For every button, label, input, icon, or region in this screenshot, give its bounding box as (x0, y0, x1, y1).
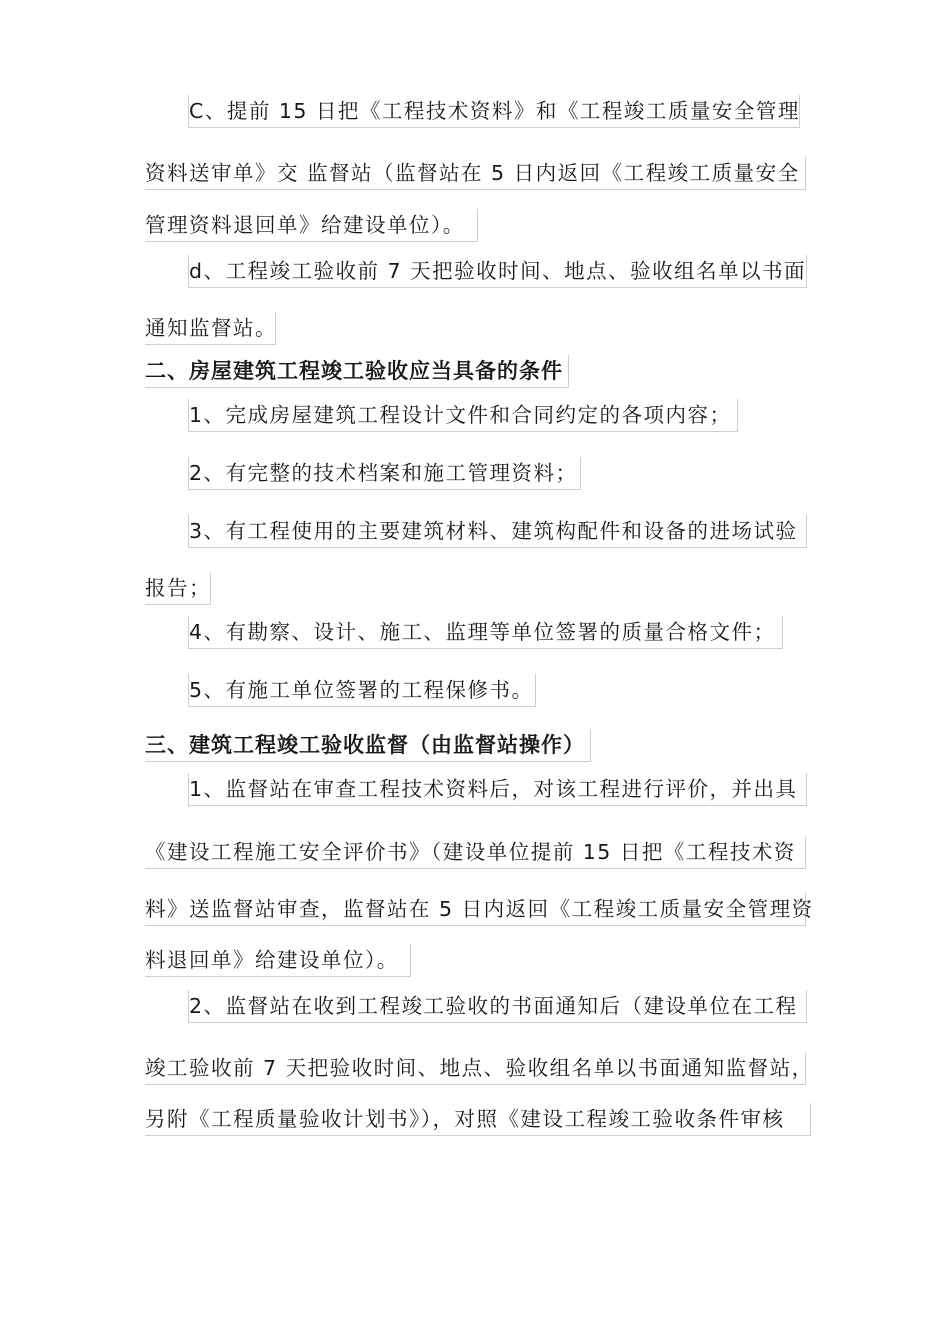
condition-item-5: 5、有施工单位签署的工程保修书。 (188, 674, 536, 707)
condition-item-3-line-1: 3、有工程使用的主要建筑材料、建筑构配件和设备的进场试验 (188, 515, 807, 548)
section-heading-2: 二、房屋建筑工程竣工验收应当具备的条件 (145, 355, 569, 388)
supervision-item-2-line-3: 另附《工程质量验收计划书》），对照《建设工程竣工验收条件审核 (145, 1103, 811, 1136)
paragraph-d-line-2: 通知监督站。 (145, 312, 276, 345)
supervision-item-1-line-2: 《建设工程施工安全评价书》（建设单位提前 15 日把《工程技术资 (145, 836, 806, 869)
condition-item-1: 1、完成房屋建筑工程设计文件和合同约定的各项内容； (188, 399, 738, 432)
supervision-item-1-line-4: 料退回单》给建设单位）。 (145, 944, 411, 977)
paragraph-c-line-1: C、提前 15 日把《工程技术资料》和《工程竣工质量安全管理 (188, 95, 800, 128)
paragraph-c-line-2: 资料送审单》交 监督站（监督站在 5 日内返回《工程竣工质量安全 (145, 157, 806, 190)
supervision-item-1-line-3: 料》送监督站审查，监督站在 5 日内返回《工程竣工质量安全管理资 (145, 893, 806, 926)
supervision-item-2-line-2: 竣工验收前 7 天把验收时间、地点、验收组名单以书面通知监督站， (145, 1052, 806, 1085)
paragraph-c-line-3: 管理资料退回单》给建设单位）。 (145, 209, 478, 242)
condition-item-2: 2、有完整的技术档案和施工管理资料； (188, 457, 581, 490)
supervision-item-2-line-1: 2、监督站在收到工程竣工验收的书面通知后（建设单位在工程 (188, 990, 807, 1023)
section-heading-3: 三、建筑工程竣工验收监督（由监督站操作） (145, 729, 591, 762)
supervision-item-1-line-1: 1、监督站在审查工程技术资料后，对该工程进行评价，并出具 (188, 773, 807, 806)
condition-item-3-line-2: 报告； (145, 572, 211, 605)
condition-item-4: 4、有勘察、设计、施工、监理等单位签署的质量合格文件； (188, 616, 783, 649)
paragraph-d-line-1: d、工程竣工验收前 7 天把验收时间、地点、验收组名单以书面 (188, 255, 807, 288)
